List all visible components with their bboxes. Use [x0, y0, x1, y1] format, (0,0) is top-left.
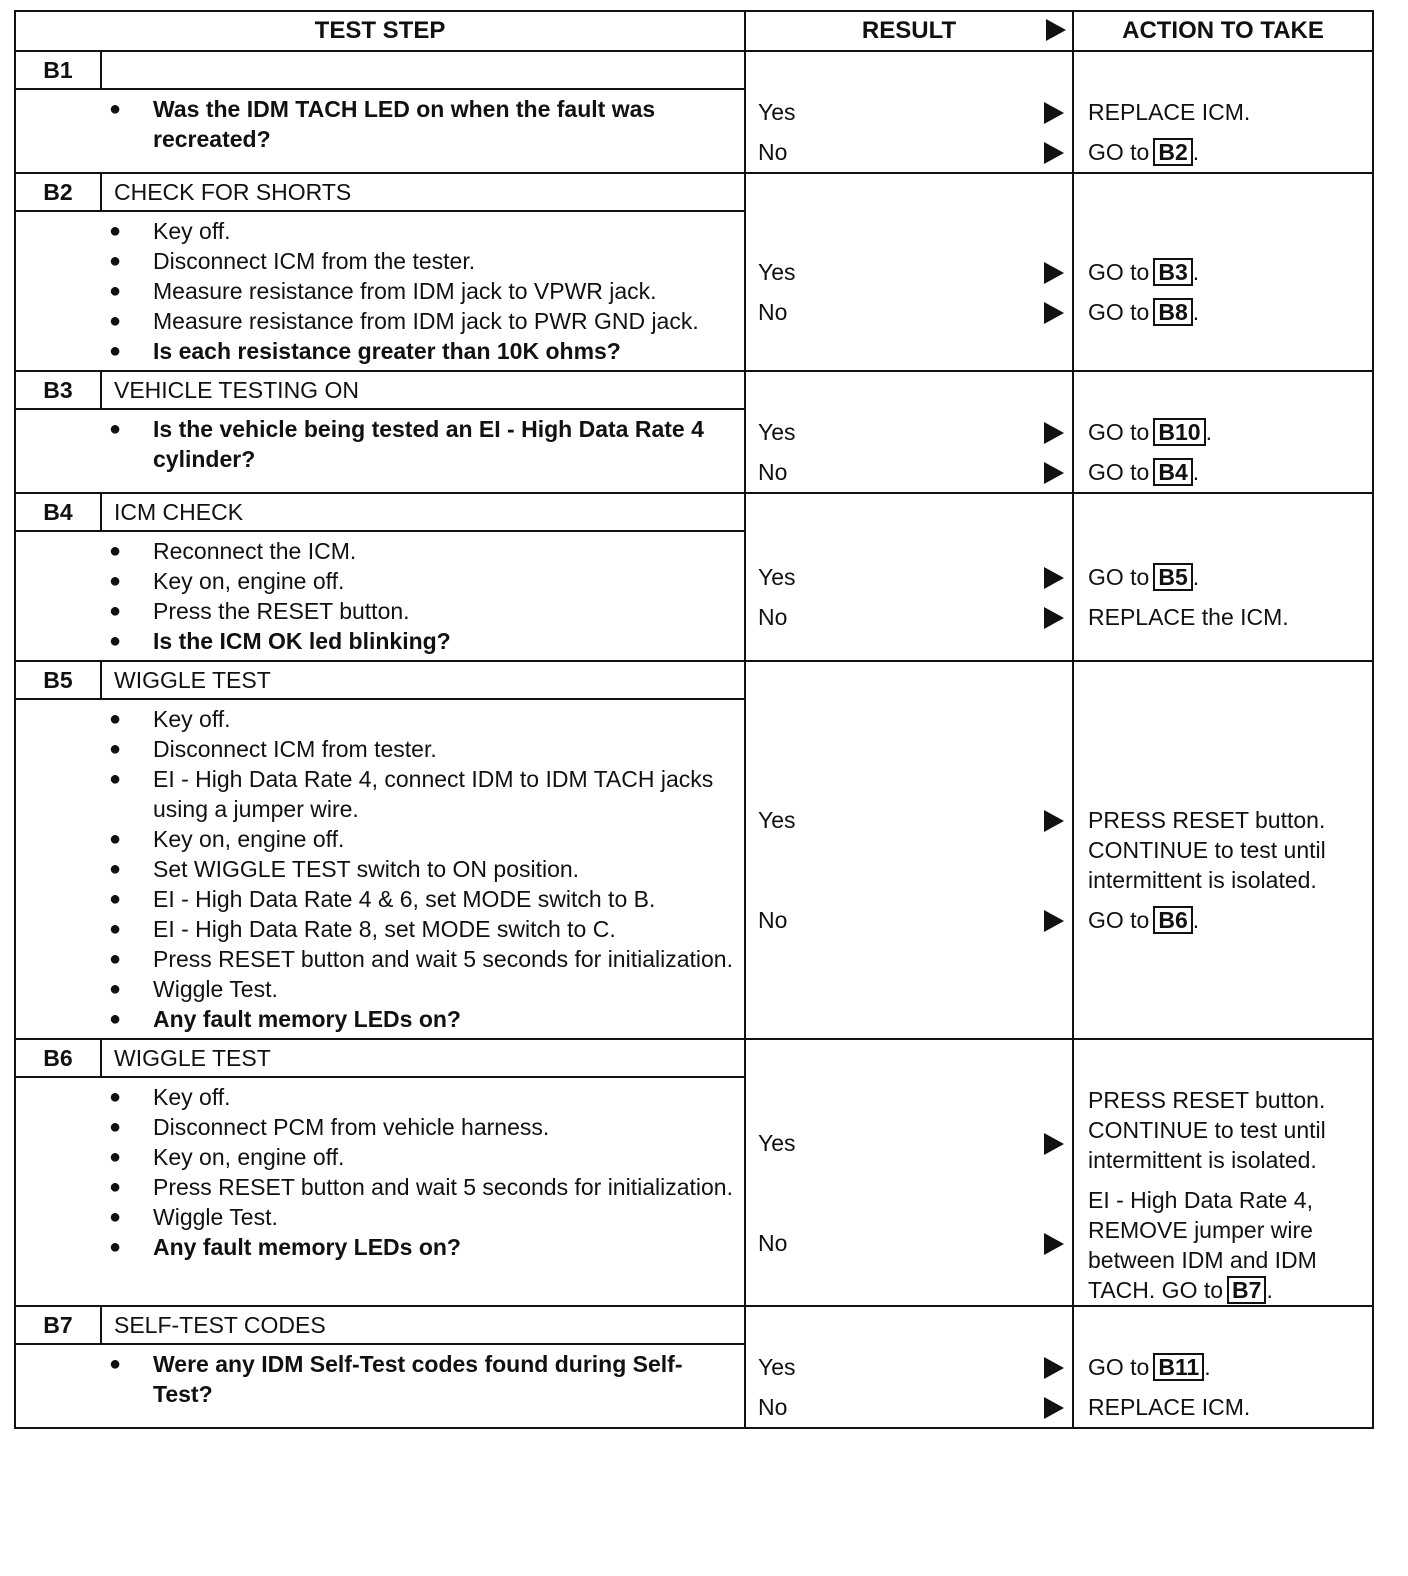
step-code: B1 [15, 51, 101, 89]
list-item: ● Key off. [101, 704, 734, 734]
arrow-right-icon [1044, 1133, 1064, 1155]
step-instructions [101, 699, 745, 1039]
action-period: . [1266, 1277, 1273, 1303]
step-instructions [101, 89, 745, 173]
step-title: VEHICLE TESTING ON [101, 371, 745, 409]
step-reference-box: B4 [1153, 458, 1192, 486]
step-results [745, 371, 1073, 493]
step-results [745, 661, 1073, 1039]
step-reference-box: B11 [1153, 1353, 1204, 1381]
action-list [1088, 372, 1364, 492]
arrow-right-icon [1044, 142, 1064, 164]
step-results [745, 1306, 1073, 1428]
action-period: . [1192, 564, 1200, 590]
action-period: . [1205, 419, 1212, 445]
table-header-row [15, 11, 1373, 51]
result-list [758, 760, 1064, 940]
list-item: ● Press RESET button and wait 5 seconds for initialization. [101, 944, 734, 974]
action-list [1088, 212, 1364, 332]
arrow-right-icon [1044, 1397, 1064, 1419]
action-item [1088, 597, 1364, 637]
step-code-spacer [15, 1077, 101, 1306]
result-label: No [758, 299, 788, 325]
result-row [758, 1123, 1064, 1223]
action-item [1088, 132, 1364, 172]
result-list [758, 517, 1064, 637]
step-reference-box: B6 [1153, 906, 1192, 934]
step-instructions [101, 1077, 745, 1306]
instruction-list [101, 410, 744, 478]
list-item: ● EI - High Data Rate 8, set MODE switch to C. [101, 914, 734, 944]
action-item [1088, 557, 1364, 597]
step-code-spacer [15, 699, 101, 1039]
result-label: Yes [758, 259, 796, 285]
action-item [1088, 452, 1364, 492]
step-code: B7 [15, 1306, 101, 1344]
instruction-list [101, 1345, 744, 1413]
action-text: GO to [1088, 299, 1150, 325]
list-item: ● Key on, engine off. [101, 566, 734, 596]
step-reference-box: B7 [1227, 1276, 1266, 1304]
result-label: Yes [758, 419, 796, 445]
step-actions [1073, 661, 1373, 1039]
step-code: B4 [15, 493, 101, 531]
action-item [1088, 800, 1364, 900]
step-results [745, 1039, 1073, 1306]
table-body [15, 51, 1373, 1428]
action-item [1088, 1347, 1364, 1387]
action-period: . [1192, 459, 1200, 485]
result-list [758, 372, 1064, 492]
action-list [1088, 1307, 1364, 1427]
step-title: WIGGLE TEST [101, 661, 745, 699]
step-instructions [101, 1344, 745, 1428]
list-item: ● Press RESET button and wait 5 seconds for initialization. [101, 1172, 734, 1202]
step-title: WIGGLE TEST [101, 1039, 745, 1077]
action-text: GO to [1088, 139, 1150, 165]
action-period: . [1192, 907, 1200, 933]
result-row [758, 132, 1064, 172]
step-header-row [15, 1039, 1373, 1077]
instruction-list [101, 90, 744, 158]
list-item: ● Any fault memory LEDs on? [101, 1004, 734, 1034]
result-row [758, 412, 1064, 452]
step-title: ICM CHECK [101, 493, 745, 531]
arrow-right-icon [1044, 1233, 1064, 1255]
list-item: ● Key on, engine off. [101, 1142, 734, 1172]
action-item [1088, 1180, 1364, 1305]
step-actions [1073, 1039, 1373, 1306]
arrow-right-icon [1044, 567, 1064, 589]
action-text: PRESS RESET button. CONTINUE to test until intermittent is isolated. [1088, 1087, 1326, 1173]
result-row [758, 597, 1064, 637]
arrow-right-icon [1044, 1357, 1064, 1379]
list-item: ● Disconnect ICM from the tester. [101, 246, 734, 276]
step-header-row [15, 51, 1373, 89]
result-row [758, 557, 1064, 597]
instruction-list [101, 212, 744, 370]
list-item: ● Disconnect ICM from tester. [101, 734, 734, 764]
step-code-spacer [15, 1344, 101, 1428]
action-text: GO to [1088, 419, 1150, 445]
action-text: GO to [1088, 459, 1150, 485]
action-item [1088, 252, 1364, 292]
step-results [745, 493, 1073, 661]
step-header-row [15, 661, 1373, 699]
step-header-row [15, 1306, 1373, 1344]
result-row [758, 900, 1064, 940]
action-list [1088, 52, 1364, 172]
header-test-step: TEST STEP [15, 11, 745, 51]
result-list [758, 212, 1064, 332]
action-text: GO to [1088, 907, 1150, 933]
step-instructions [101, 409, 745, 493]
result-label: No [758, 1229, 788, 1256]
step-code: B3 [15, 371, 101, 409]
action-item [1088, 1080, 1364, 1180]
result-label: Yes [758, 1129, 796, 1156]
list-item: ● Set WIGGLE TEST switch to ON position. [101, 854, 734, 884]
list-item: ● Wiggle Test. [101, 974, 734, 1004]
step-reference-box: B2 [1153, 138, 1192, 166]
result-label: Yes [758, 564, 796, 590]
arrow-right-icon [1046, 19, 1066, 41]
result-list [758, 1083, 1064, 1263]
result-row [758, 252, 1064, 292]
action-text: GO to [1088, 1354, 1150, 1380]
diagnostic-table [14, 10, 1374, 1429]
action-text: EI - High Data Rate 4, REMOVE jumper wire between IDM and IDM TACH. GO to [1088, 1187, 1317, 1303]
action-text: REPLACE ICM. [1088, 1394, 1251, 1420]
step-actions [1073, 371, 1373, 493]
result-row [758, 292, 1064, 332]
result-list [758, 52, 1064, 172]
result-row [758, 1223, 1064, 1263]
step-code-spacer [15, 211, 101, 371]
result-row [758, 92, 1064, 132]
step-reference-box: B10 [1153, 418, 1205, 446]
list-item: ● EI - High Data Rate 4, connect IDM to IDM TACH jacks using a jumper wire. [101, 764, 734, 824]
list-item: ● Key off. [101, 216, 734, 246]
step-actions [1073, 1306, 1373, 1428]
step-actions [1073, 51, 1373, 173]
diagnostic-table-page [14, 10, 1372, 1562]
list-item: ● Measure resistance from IDM jack to PWR GND jack. [101, 306, 734, 336]
step-code-spacer [15, 409, 101, 493]
step-code-spacer [15, 89, 101, 173]
step-title [101, 51, 745, 89]
action-text: PRESS RESET button. CONTINUE to test until intermittent is isolated. [1088, 807, 1326, 893]
arrow-right-icon [1044, 607, 1064, 629]
header-result-label: RESULT [861, 17, 957, 44]
action-item [1088, 292, 1364, 332]
step-title: SELF-TEST CODES [101, 1306, 745, 1344]
action-item [1088, 1387, 1364, 1427]
action-text: REPLACE ICM. [1088, 99, 1251, 125]
step-instructions [101, 211, 745, 371]
step-header-row [15, 173, 1373, 211]
result-label: No [758, 1394, 788, 1420]
arrow-right-icon [1044, 910, 1064, 932]
list-item: ● Any fault memory LEDs on? [101, 1232, 734, 1262]
step-header-row [15, 371, 1373, 409]
result-row [758, 1347, 1064, 1387]
instruction-list [101, 700, 744, 1038]
instruction-list [101, 1078, 744, 1266]
result-label: No [758, 139, 788, 165]
list-item: ● EI - High Data Rate 4 & 6, set MODE switch to B. [101, 884, 734, 914]
action-list [1088, 517, 1364, 637]
arrow-right-icon [1044, 422, 1064, 444]
step-actions [1073, 493, 1373, 661]
list-item: ● Measure resistance from IDM jack to VPWR jack. [101, 276, 734, 306]
action-item [1088, 92, 1364, 132]
step-results [745, 173, 1073, 371]
result-row [758, 800, 1064, 900]
result-label: No [758, 604, 788, 630]
list-item: ● Was the IDM TACH LED on when the fault was recreated? [101, 94, 734, 154]
action-period: . [1204, 1354, 1211, 1380]
step-code: B2 [15, 173, 101, 211]
action-text: REPLACE the ICM. [1088, 604, 1289, 630]
list-item: ● Were any IDM Self-Test codes found during Self-Test? [101, 1349, 734, 1409]
arrow-right-icon [1044, 302, 1064, 324]
header-result [745, 11, 1073, 51]
action-list [1088, 760, 1364, 940]
action-text: GO to [1088, 564, 1150, 590]
list-item: ● Disconnect PCM from vehicle harness. [101, 1112, 734, 1142]
action-item [1088, 412, 1364, 452]
result-row [758, 452, 1064, 492]
list-item: ● Press the RESET button. [101, 596, 734, 626]
step-reference-box: B3 [1153, 258, 1192, 286]
list-item: ● Key off. [101, 1082, 734, 1112]
list-item: ● Is each resistance greater than 10K ohms? [101, 336, 734, 366]
step-actions [1073, 173, 1373, 371]
action-text: GO to [1088, 259, 1150, 285]
action-item [1088, 900, 1364, 940]
action-period: . [1192, 139, 1200, 165]
step-code: B5 [15, 661, 101, 699]
result-label: No [758, 907, 788, 933]
action-period: . [1192, 259, 1200, 285]
list-item: ● Is the ICM OK led blinking? [101, 626, 734, 656]
result-label: Yes [758, 1354, 796, 1380]
list-item: ● Wiggle Test. [101, 1202, 734, 1232]
result-label: Yes [758, 807, 796, 833]
instruction-list [101, 532, 744, 660]
action-period: . [1192, 299, 1200, 325]
arrow-right-icon [1044, 102, 1064, 124]
step-instructions [101, 531, 745, 661]
step-results [745, 51, 1073, 173]
step-code: B6 [15, 1039, 101, 1077]
arrow-right-icon [1044, 262, 1064, 284]
list-item: ● Reconnect the ICM. [101, 536, 734, 566]
result-list [758, 1307, 1064, 1427]
header-action: ACTION TO TAKE [1073, 11, 1373, 51]
list-item: ● Is the vehicle being tested an EI - High Data Rate 4 cylinder? [101, 414, 734, 474]
result-row [758, 1387, 1064, 1427]
step-reference-box: B8 [1153, 298, 1192, 326]
step-header-row [15, 493, 1373, 531]
action-list [1088, 1040, 1364, 1305]
step-title: CHECK FOR SHORTS [101, 173, 745, 211]
result-label: Yes [758, 99, 796, 125]
step-code-spacer [15, 531, 101, 661]
result-label: No [758, 459, 788, 485]
step-reference-box: B5 [1153, 563, 1192, 591]
arrow-right-icon [1044, 462, 1064, 484]
list-item: ● Key on, engine off. [101, 824, 734, 854]
arrow-right-icon [1044, 810, 1064, 832]
